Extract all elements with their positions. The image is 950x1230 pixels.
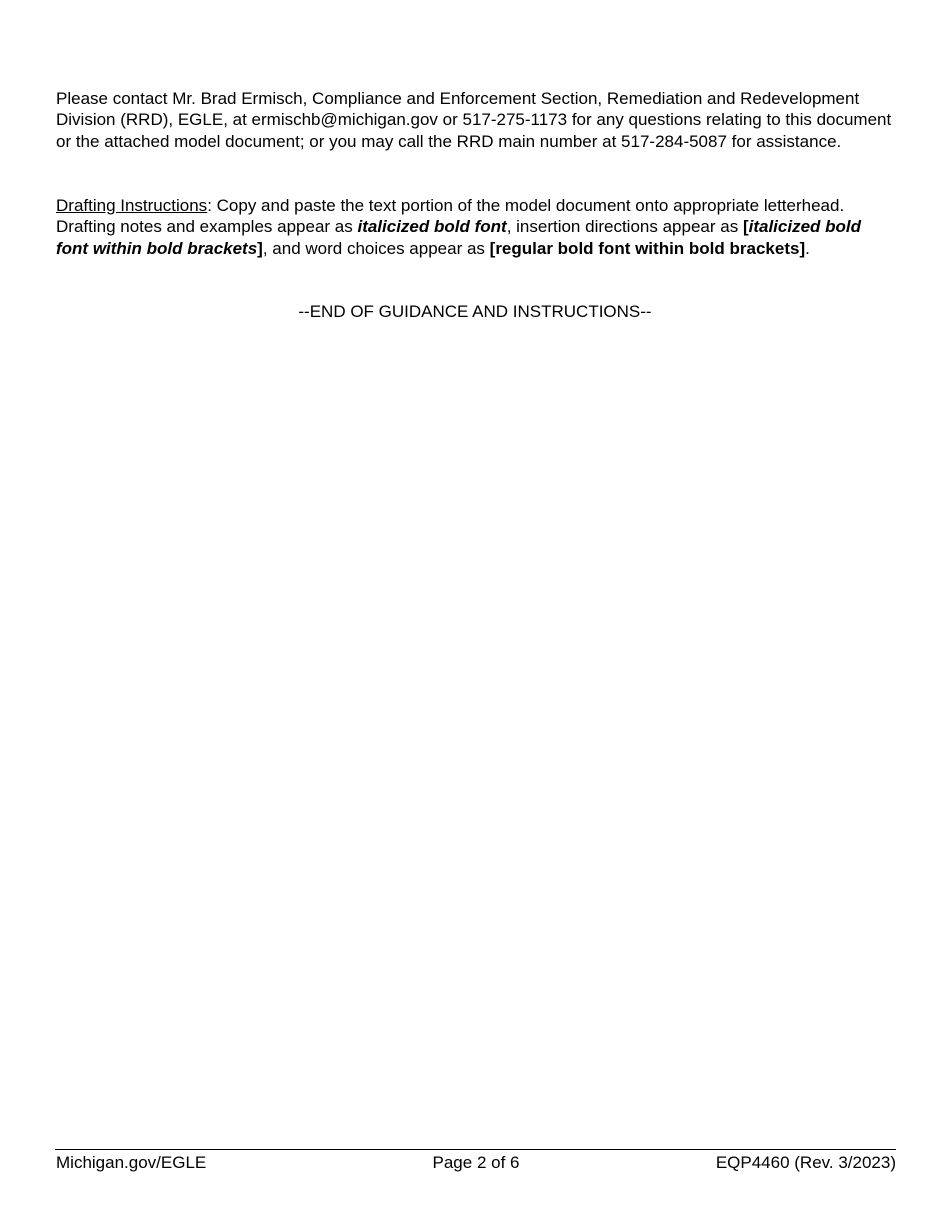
drafting-text-1: Copy and paste the text portion of the model document onto appropriate letterhead. Drafting notes and examples appear as [56, 196, 845, 237]
bracket-open: [ [742, 217, 749, 237]
contact-paragraph: Please contact Mr. Brad Ermisch, Compliance and Enforcement Section, Remediation and Redevelopment Division (RRD), EGLE, at ermischb@michigan.gov or 517-275-1173 for any questions relating to this document or the attached model document; or you may call the RRD main number at 517-284-5087 for assistance. [56, 89, 892, 151]
drafting-text-3: , and word choices appear as [262, 238, 490, 258]
drafting-text-4: . [805, 238, 810, 258]
emphasis-italic-bold: italicized bold font [357, 217, 507, 237]
drafting-instructions-heading: Drafting Instructions [56, 196, 208, 215]
footer-divider [55, 1149, 896, 1150]
footer-form-number: EQP4460 (Rev. 3/2023) [715, 1153, 896, 1172]
end-of-guidance-marker: --END OF GUIDANCE AND INSTRUCTIONS-- [298, 302, 652, 321]
page-footer [56, 1152, 896, 1174]
footer-page-number: Page 2 of 6 [432, 1153, 520, 1172]
footer-website: Michigan.gov/EGLE [56, 1153, 207, 1172]
drafting-text-2: , insertion directions appear as [506, 217, 743, 237]
bracket-close: ] [257, 238, 263, 258]
emphasis-italic-bold-brackets: italicized bold font within bold brackets [56, 217, 862, 258]
drafting-heading-colon: : [207, 196, 212, 215]
emphasis-regular-bold-brackets: [regular bold font within bold brackets] [489, 238, 806, 258]
drafting-instructions-paragraph [56, 195, 896, 259]
